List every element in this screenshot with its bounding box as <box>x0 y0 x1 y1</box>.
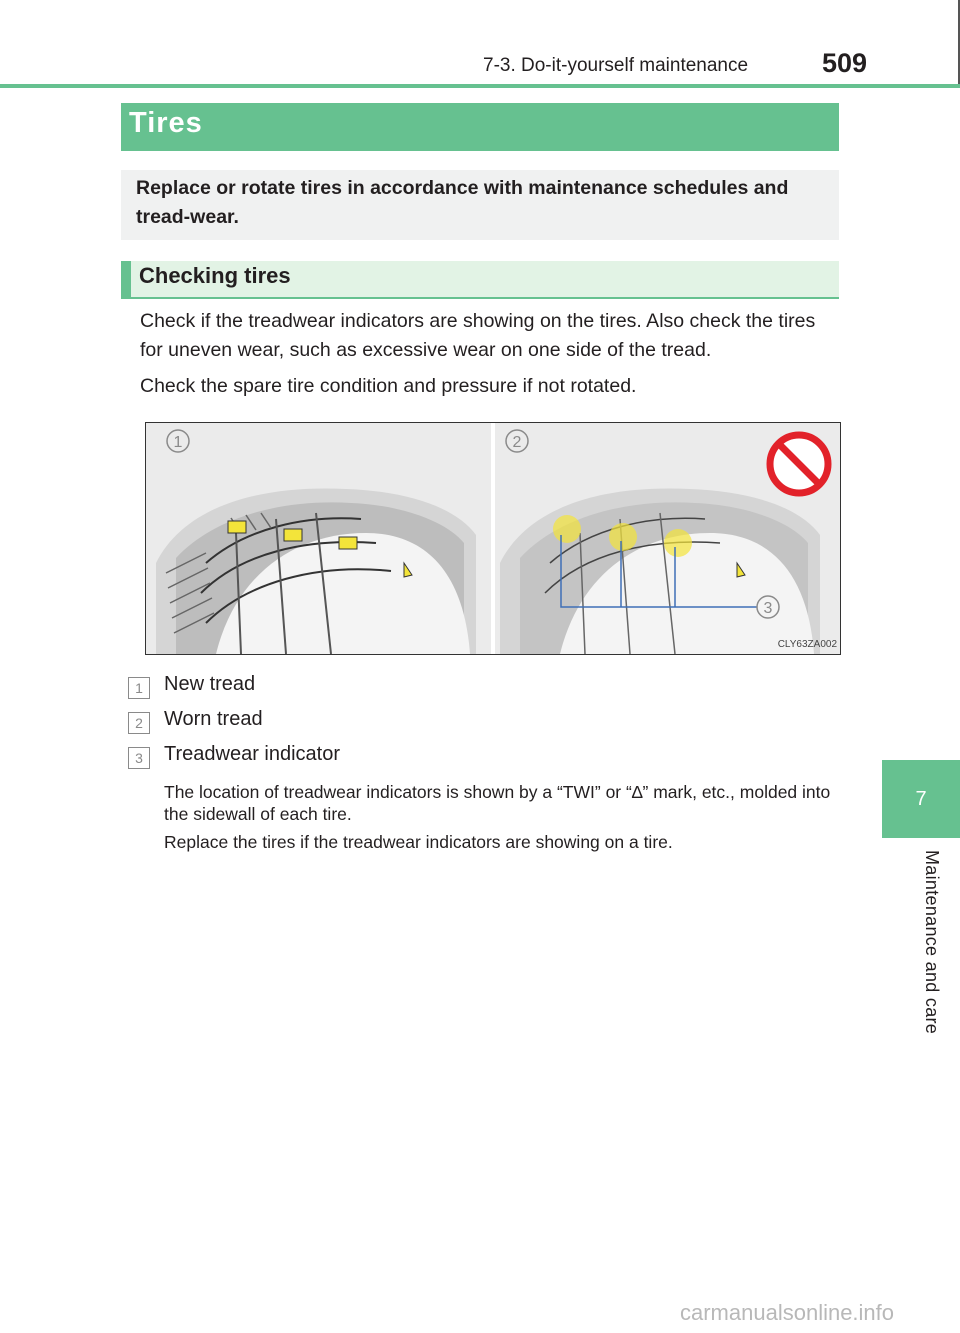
watermark-link[interactable]: carmanualsonline.info <box>680 1300 895 1325</box>
legend-number: 2 <box>128 712 150 734</box>
tire-new-tread-illustration <box>146 423 491 654</box>
page-title: Tires <box>129 107 203 139</box>
tire-figure <box>145 422 841 655</box>
subsection-heading: Checking tires <box>139 263 291 288</box>
intro-box <box>121 170 839 240</box>
chapter-tab-number: 7 <box>915 787 927 810</box>
page-title-bar <box>121 103 839 151</box>
subsection-accent <box>121 261 131 299</box>
chapter-tab[interactable] <box>882 760 960 838</box>
figure-code: CLY63ZA002 <box>777 639 837 650</box>
legend-label: New tread <box>164 673 256 695</box>
legend-number: 1 <box>128 677 150 699</box>
page-number: 509 <box>822 48 868 78</box>
callout-1: 1 <box>173 434 183 451</box>
note-text: Replace the tires if the treadwear indicators are showing on a tire. <box>164 832 673 852</box>
legend-label: Worn tread <box>164 708 263 730</box>
intro-text: Replace or rotate tires in accordance with maintenance schedules and tread-wear. <box>136 177 789 228</box>
new-tread-panel <box>146 423 491 654</box>
body-paragraph: Check if the treadwear indicators are showing on the tires. Also check the tires for uneven wear, such as excessive wear on one side of the tread. <box>140 310 816 361</box>
chapter-side-label: Maintenance and care <box>922 850 942 1035</box>
legend-number: 3 <box>128 747 150 769</box>
tire-worn-tread-illustration <box>495 423 840 654</box>
note-text: The location of treadwear indicators is shown by a “TWI” or “∆” mark, etc., molded into the sidewall of each tire. <box>164 782 831 824</box>
header-rule <box>0 84 960 88</box>
callout-3: 3 <box>763 600 773 617</box>
legend-label: Treadwear indicator <box>164 743 341 765</box>
worn-tread-panel <box>495 423 840 654</box>
body-paragraph: Check the spare tire condition and pressure if not rotated. <box>140 375 637 397</box>
header-section-title: 7-3. Do-it-yourself maintenance <box>483 55 749 76</box>
prohibition-icon <box>770 435 828 493</box>
subsection-bar <box>121 261 839 299</box>
callout-2: 2 <box>512 434 522 451</box>
